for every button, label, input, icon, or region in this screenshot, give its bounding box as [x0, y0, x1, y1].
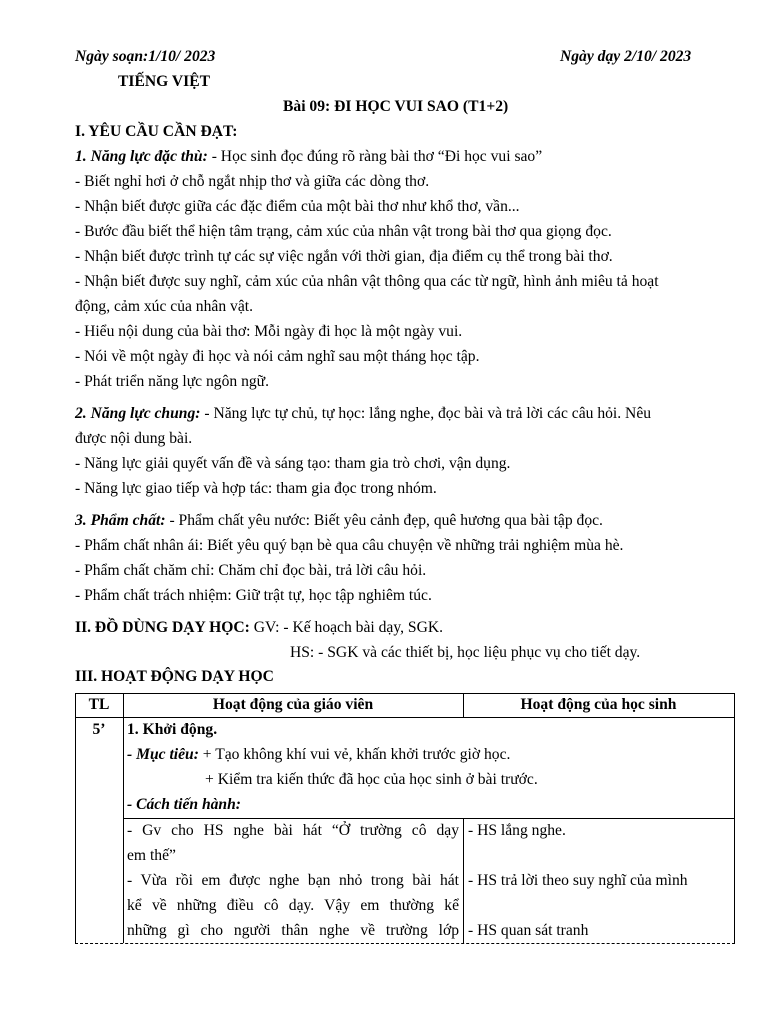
lesson-title: Bài 09: ĐI HỌC VUI SAO (T1+2)	[283, 98, 509, 115]
teacher-activity-line: - Vừa rồi em được nghe bạn nhỏ trong bài hát	[127, 872, 459, 889]
teacher-activity-line: - Gv cho HS nghe bài hát “Ở trường cô dạy	[127, 822, 459, 839]
student-activity-line: - HS trả lời theo suy nghĩ của mình	[468, 872, 688, 889]
list-item: - Phẩm chất nhân ái: Biết yêu quý bạn bè qua câu chuyện về những trải nghiệm mùa hè.	[75, 537, 624, 554]
prep-date: Ngày soạn:1/10/ 2023	[75, 48, 216, 65]
list-item: - Phẩm chất chăm chỉ: Chăm chỉ đọc bài, trả lời câu hỏi.	[75, 562, 427, 579]
teach-date: Ngày dạy 2/10/ 2023	[560, 48, 692, 65]
table-border	[123, 818, 735, 819]
table-border	[75, 693, 735, 694]
list-item: - Nói về một ngày đi học và nói cảm nghĩ sau một tháng học tập.	[75, 348, 480, 365]
general-competence-label: 2. Năng lực chung:	[75, 405, 201, 422]
teacher-activity-line: em thế”	[127, 847, 176, 864]
goal-line	[127, 745, 510, 765]
list-item: - Phát triển năng lực ngôn ngữ.	[75, 373, 270, 390]
list-item: - Năng lực giao tiếp và hợp tác: tham gia đọc trong nhóm.	[75, 480, 437, 497]
method-label: - Cách tiến hành:	[127, 796, 241, 813]
specific-competence-label: 1. Năng lực đặc thù:	[75, 148, 208, 165]
list-item: được nội dung bài.	[75, 430, 193, 447]
list-item: - Phẩm chất trách nhiệm: Giữ trật tự, học tập nghiêm túc.	[75, 587, 432, 604]
general-competence-intro: - Năng lực tự chủ, tự học: lắng nghe, đọc bài và trả lời các câu hỏi. Nêu	[200, 405, 652, 422]
goal-label: - Mục tiêu:	[127, 746, 199, 763]
student-activity-line: - HS lắng nghe.	[468, 822, 566, 839]
list-item: - Bước đầu biết thể hiện tâm trạng, cảm xúc của nhân vật trong bài thơ qua giọng đọc.	[75, 223, 612, 240]
list-item: - Biết nghỉ hơi ở chỗ ngắt nhịp thơ và giữa các dòng thơ.	[75, 173, 430, 190]
list-item: - Nhận biết được suy nghĩ, cảm xúc của nhân vật thông qua các từ ngữ, hình ảnh miêu tả hoạt	[75, 273, 659, 290]
table-header-teacher: Hoạt động của giáo viên	[212, 696, 374, 713]
teacher-materials: GV: - Kế hoạch bài dạy, SGK.	[249, 619, 443, 636]
teacher-activity-line: kể về những điều cô dạy. Vậy em thường kể	[127, 897, 459, 914]
table-border	[75, 717, 735, 718]
teacher-activity-line: những gì cho người thân nghe về trường lớp	[127, 922, 459, 939]
qualities-label: 3. Phẩm chất:	[75, 512, 166, 529]
goal-text-2: + Kiểm tra kiến thức đã học của học sinh ở bài trước.	[205, 771, 538, 788]
table-border	[463, 818, 464, 943]
specific-competence-intro: - Học sinh đọc đúng rõ ràng bài thơ “Đi học vui sao”	[207, 148, 543, 165]
list-item: động, cảm xúc của nhân vật.	[75, 298, 253, 315]
qualities-intro: - Phẩm chất yêu nước: Biết yêu cảnh đẹp, quê hương qua bài tập đọc.	[165, 512, 603, 529]
activity-title: 1. Khởi động.	[127, 721, 218, 738]
table-header-time: TL	[88, 696, 110, 713]
section-2-line	[75, 618, 443, 638]
subject-title: TIẾNG VIỆT	[118, 73, 211, 90]
lesson-activity-table	[75, 693, 735, 945]
student-activity-line: - HS quan sát tranh	[468, 922, 589, 939]
list-item: - Nhận biết được giữa các đặc điểm của một bài thơ như khổ thơ, vần...	[75, 198, 520, 215]
section-1-heading: I. YÊU CẦU CẦN ĐẠT:	[75, 123, 238, 140]
section-3-heading: III. HOẠT ĐỘNG DẠY HỌC	[75, 668, 274, 685]
table-header-student: Hoạt động của học sinh	[520, 696, 677, 713]
table-bottom-dashed	[75, 943, 735, 944]
goal-text-1: + Tạo không khí vui vẻ, khấn khởi trước giờ học.	[198, 746, 511, 763]
list-item: - Nhận biết được trình tự các sự việc ngắn với thời gian, địa điểm cụ thể trong bài thơ.	[75, 248, 613, 265]
specific-competence-line	[75, 147, 542, 167]
section-2-heading: II. ĐỒ DÙNG DẠY HỌC:	[75, 619, 250, 636]
list-item: - Năng lực giải quyết vấn đề và sáng tạo: tham gia trò chơi, vận dụng.	[75, 455, 511, 472]
time-cell: 5’	[92, 721, 106, 738]
general-competence-line	[75, 404, 651, 424]
student-materials: HS: - SGK và các thiết bị, học liệu phục vụ cho tiết dạy.	[290, 644, 641, 661]
qualities-line	[75, 511, 603, 531]
list-item: - Hiểu nội dung của bài thơ: Mỗi ngày đi học là một ngày vui.	[75, 323, 463, 340]
